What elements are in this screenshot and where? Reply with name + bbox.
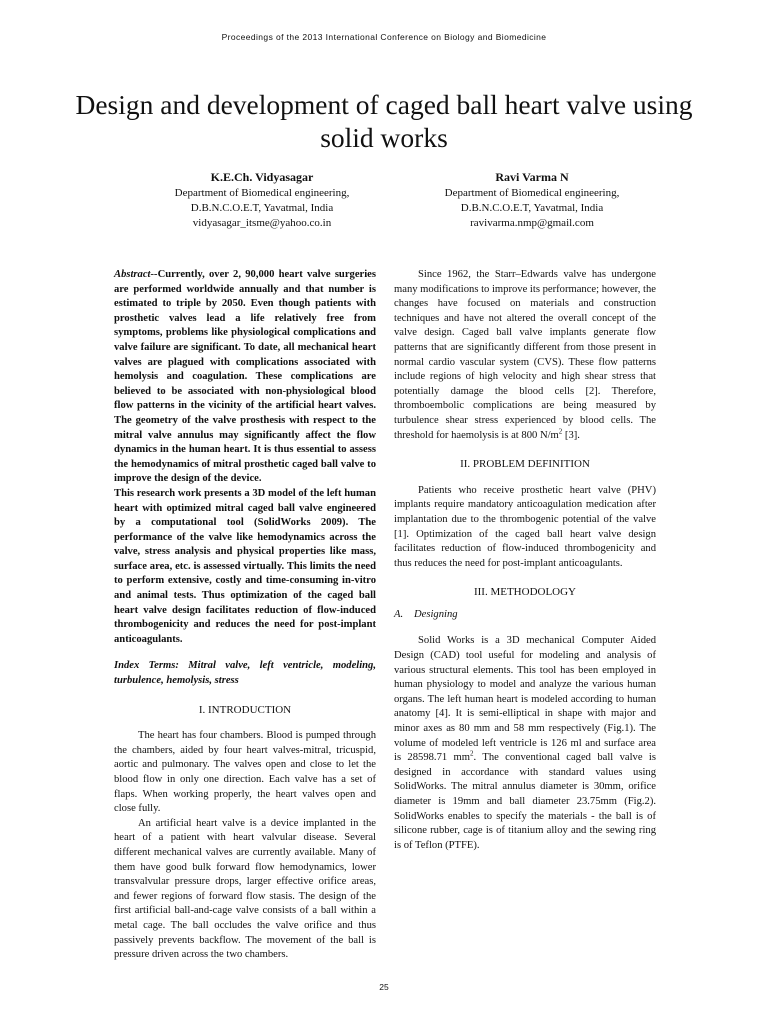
author-block-2 (372, 170, 692, 231)
superscript: 2 (470, 749, 474, 758)
author-name: Ravi Varma N (495, 170, 569, 184)
author-department: Department of Biomedical engineering, (444, 187, 620, 199)
abstract-text: Currently, over 2, 90,000 heart valve surgeries are performed worldwide annually and that number is estimated to triple by 2050. Even though patients with prosthetic valves lead a life relatively free from symptoms, problems like physiological complications and valve failure are significant. To date, all mechanical heart valves are plagued with complications associated with hemolysis and coagulation. These complications are believed to be associated with non-physiological blood flow patterns in the vicinity of the artificial heart valves. The geometry of the valve prosthesis with respect to the mitral valve annulus may significantly affect the flow dynamics in the human heart. It is thus essential to assess the hemodynamics of mitral prosthetic caged ball valve to improve the design of the device. (114, 269, 376, 485)
page-number: 25 (379, 982, 389, 992)
author-email: ravivarma.nmp@gmail.com (470, 217, 594, 229)
paragraph-text: [3]. (562, 429, 580, 441)
author-name: K.E.Ch. Vidyasagar (210, 170, 314, 184)
introduction-paragraph-2: An artificial heart valve is a device implanted in the heart of a patient with heart valvular disease. Several different mechanical valves are currently available. Many of them have good bulk forward flow hemodynamics, lower transvalvular pressure drops, larger effective orifice areas, and fewer regions of forward flow stasis. The design of the first artificial ball-and-cage valve consists of a ball within a metal cage. The ball occludes the valve orifice and thus passively prevents backflow. The movement of the ball is pressure driven across the two chambers. (114, 817, 376, 961)
subsection-letter: A. (394, 608, 404, 620)
index-terms: Index Terms: Mitral valve, left ventricle, modeling, turbulence, hemolysis, stress (114, 660, 376, 687)
section-heading-methodology: III. METHODOLOGY (473, 586, 577, 599)
paragraph-text: . The conventional caged ball valve is designed in accordance with standard values using SolidWorks. The mitral annulus diameter is 30mm, orifice diameter is 19mm and ball diameter 23.75mm (Fig.2). SolidWorks enables to specify the materials - the ball is of silicone rubber, cage is of titanium alloy and the sewing ring is of Teflon (PTFE). (394, 752, 656, 851)
left-column (114, 268, 376, 963)
section-heading-problem-definition: II. PROBLEM DEFINITION (460, 458, 590, 471)
paper-title: Design and development of caged ball heart valve using solid works (75, 89, 693, 153)
subsection-label: Designing (414, 608, 458, 620)
author-email: vidyasagar_itsme@yahoo.co.in (192, 217, 332, 229)
author-institution: D.B.N.C.O.E.T, Yavatmal, India (190, 202, 334, 214)
subsection-heading-designing (394, 608, 656, 623)
problem-definition-paragraph: Patients who receive prosthetic heart valve (PHV) implants require mandatory anticoagulation medication after implantation due to the thrombogenic potential of the valve [1]. Optimization of the caged ball heart valve design facilitates reduction of flow-induced thrombogenicity and thus reduces the need for post-implant anticoagulants. (394, 484, 656, 569)
paragraph-text: Solid Works is a 3D mechanical Computer Aided Design (CAD) tool useful for modeling and analysis of various structural elements. This tool has been employed in human physiology to model and analyze the various human organs. The left human heart is modeled according to human anatomy [4]. It is semi-elliptical in shape with major and minor axes as 80 mm and 58 mm respectively (Fig.1). The volume of modeled left ventricle is 126 ml and surface area is 28598.71 mm (394, 635, 656, 764)
author-department: Department of Biomedical engineering, (174, 187, 350, 199)
introduction-paragraph-3 (394, 268, 656, 443)
author-institution: D.B.N.C.O.E.T, Yavatmal, India (460, 202, 604, 214)
abstract-paragraph-1 (114, 268, 376, 487)
abstract-paragraph-2: This research work presents a 3D model of the left human heart with optimized mitral caged ball valve engineered by a computational tool (SolidWorks 2009). The performance of the valve like hemodynamics across the valve, stress analysis and physical properties like mass, surface area, etc. is assessed virtually. This limits the need to perform extensive, costly and time-consuming in-vitro and animal tests. Thus optimization of the caged ball heart valve design facilitates reduction of flow-induced thrombogenicity and reduces the need for post-implant anticoagulants. (114, 487, 376, 645)
methodology-paragraph (394, 634, 656, 853)
running-head: Proceedings of the 2013 International Conference on Biology and Biomedicine (221, 32, 547, 42)
abstract-label: Abstract-- (114, 269, 158, 280)
introduction-paragraph-1: The heart has four chambers. Blood is pumped through the chambers, aided by four heart valves-mitral, tricuspid, aortic and pulmonary. The valves open and close to let the blood flow in only one direction. Each valve has a set of flaps. When working properly, the heart valves open and close fully. (114, 730, 376, 815)
superscript: 2 (558, 427, 563, 435)
section-heading-introduction: I. INTRODUCTION (198, 703, 292, 716)
right-column (394, 268, 656, 853)
paragraph-text: Since 1962, the Starr–Edwards valve has undergone many modifications to improve its performance; however, the changes have focused on materials and construction techniques and have not altered the overall concept of the valve design. Caged ball valve implants generate flow patterns that are significantly different from those present in normal cardio vascular system (CVS). These flow patterns include regions of high velocity and high shear stress that potentially damage the blood cells [2]. Therefore, thromboembolic complications are being measured by turbulence shear stress experienced by blood cells. The threshold for haemolysis is at 800 N/m (394, 269, 656, 441)
